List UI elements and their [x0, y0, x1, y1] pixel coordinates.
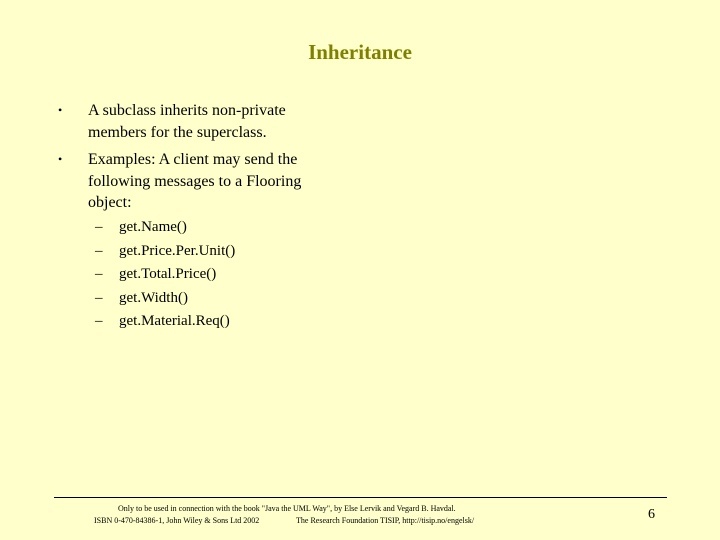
dash-marker: – [95, 242, 103, 259]
method-item [95, 240, 355, 264]
bullet-marker: • [58, 152, 63, 166]
bullet-marker: • [58, 103, 63, 117]
footer-divider [54, 497, 667, 498]
slide-title: Inheritance [308, 40, 412, 64]
footer-publisher-line: The Research Foundation TISIP, http://tisip.no/engelsk/ [296, 516, 475, 525]
footer-credit-line: Only to be used in connection with the book "Java the UML Way", by Else Lervik and Vegard B. Havdal. [118, 504, 456, 513]
method-text: get.Total.Price() [119, 266, 217, 282]
dash-marker: – [95, 313, 103, 329]
method-item [95, 310, 355, 334]
dash-marker: – [95, 266, 103, 282]
method-text: get.Material.Req() [119, 313, 230, 329]
method-item [95, 263, 355, 287]
bullet-item [58, 100, 348, 143]
bullet-list [58, 100, 348, 220]
method-text: get.Width() [119, 289, 188, 306]
bullet-item [58, 149, 348, 214]
method-text: get.Name() [119, 219, 187, 235]
dash-marker: – [95, 289, 103, 306]
bullet-text: Examples: A client may send the following messages to a Flooring object: [88, 151, 302, 211]
dash-marker: – [95, 219, 103, 235]
method-item [95, 216, 355, 240]
bullet-text: A subclass inherits non-private members for the superclass. [88, 102, 286, 141]
method-item [95, 287, 355, 311]
page-number: 6 [648, 507, 655, 522]
footer-isbn-line: ISBN 0-470-84386-1, John Wiley & Sons Ltd 2002 [94, 516, 260, 525]
method-list [95, 216, 355, 334]
method-text: get.Price.Per.Unit() [119, 242, 236, 259]
